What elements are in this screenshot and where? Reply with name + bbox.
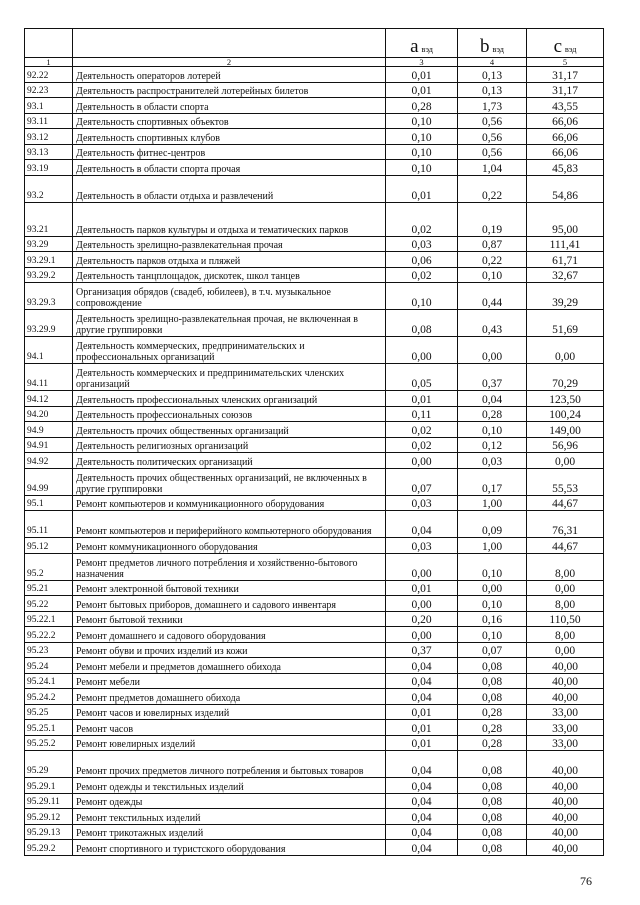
row-value-b: 0,08 bbox=[458, 793, 527, 809]
row-code: 93.13 bbox=[25, 144, 73, 160]
table-row bbox=[25, 553, 604, 580]
table-row bbox=[25, 67, 604, 83]
row-value-c: 55,53 bbox=[527, 468, 604, 495]
row-value-a: 0,05 bbox=[386, 364, 458, 391]
row-value-a: 0,00 bbox=[386, 453, 458, 469]
table-row bbox=[25, 704, 604, 720]
row-name: Ремонт бытовых приборов, домашнего и садового инвентаря bbox=[73, 596, 386, 612]
row-name: Деятельность распространителей лотерейных билетов bbox=[73, 82, 386, 98]
row-value-b: 0,10 bbox=[458, 553, 527, 580]
row-name: Деятельность коммерческих, предпринимательских и профессиональных организаций bbox=[73, 337, 386, 364]
row-code: 92.23 bbox=[25, 82, 73, 98]
table-row bbox=[25, 824, 604, 840]
row-name: Ремонт предметов личного потребления и хозяйственно-бытового назначения bbox=[73, 553, 386, 580]
table-row bbox=[25, 793, 604, 809]
row-value-c: 51,69 bbox=[527, 310, 604, 337]
coefficients-table bbox=[24, 28, 604, 856]
row-value-a: 0,37 bbox=[386, 642, 458, 658]
row-code: 94.99 bbox=[25, 468, 73, 495]
column-index-row bbox=[25, 58, 604, 67]
row-code: 95.12 bbox=[25, 538, 73, 554]
row-code: 95.24.2 bbox=[25, 689, 73, 705]
header-a-symbol: a bbox=[410, 36, 419, 57]
header-b-cell bbox=[458, 29, 527, 58]
table-row bbox=[25, 611, 604, 627]
row-name: Деятельность прочих общественных организаций, не включенных в другие группировки bbox=[73, 468, 386, 495]
row-name: Ремонт прочих предметов личного потребления и бытовых товаров bbox=[73, 751, 386, 778]
row-value-b: 0,03 bbox=[458, 453, 527, 469]
table-row bbox=[25, 627, 604, 643]
row-value-c: 44,67 bbox=[527, 538, 604, 554]
row-value-a: 0,10 bbox=[386, 129, 458, 145]
row-value-c: 33,00 bbox=[527, 720, 604, 736]
row-name: Деятельность политических организаций bbox=[73, 453, 386, 469]
row-value-c: 100,24 bbox=[527, 406, 604, 422]
row-value-a: 0,02 bbox=[386, 267, 458, 283]
table-row bbox=[25, 720, 604, 736]
column-index: 5 bbox=[527, 58, 604, 67]
table-row bbox=[25, 495, 604, 511]
row-value-a: 0,04 bbox=[386, 689, 458, 705]
row-value-a: 0,28 bbox=[386, 98, 458, 114]
row-value-b: 0,08 bbox=[458, 689, 527, 705]
table-row bbox=[25, 468, 604, 495]
row-value-c: 54,86 bbox=[527, 175, 604, 202]
table-row bbox=[25, 735, 604, 751]
row-value-b: 0,10 bbox=[458, 267, 527, 283]
table-row bbox=[25, 98, 604, 114]
row-code: 94.11 bbox=[25, 364, 73, 391]
row-name: Деятельность спортивных объектов bbox=[73, 113, 386, 129]
row-name: Организация обрядов (свадеб, юбилеев), в т.ч. музыкальное сопровождение bbox=[73, 283, 386, 310]
row-value-b: 0,12 bbox=[458, 437, 527, 453]
row-code: 93.29.1 bbox=[25, 252, 73, 268]
row-value-c: 43,55 bbox=[527, 98, 604, 114]
row-code: 94.20 bbox=[25, 406, 73, 422]
table-row bbox=[25, 310, 604, 337]
table-row bbox=[25, 689, 604, 705]
row-value-a: 0,00 bbox=[386, 596, 458, 612]
row-value-c: 32,67 bbox=[527, 267, 604, 283]
row-name: Деятельность спортивных клубов bbox=[73, 129, 386, 145]
row-name: Ремонт одежды и текстильных изделий bbox=[73, 778, 386, 794]
table-row bbox=[25, 778, 604, 794]
row-value-b: 1,00 bbox=[458, 538, 527, 554]
table-row bbox=[25, 236, 604, 252]
row-value-c: 40,00 bbox=[527, 840, 604, 856]
row-name: Деятельность в области отдыха и развлечений bbox=[73, 175, 386, 202]
row-code: 94.12 bbox=[25, 391, 73, 407]
table-row bbox=[25, 538, 604, 554]
row-name: Деятельность религиозных организаций bbox=[73, 437, 386, 453]
table-row bbox=[25, 453, 604, 469]
row-value-a: 0,00 bbox=[386, 627, 458, 643]
row-code: 95.25.1 bbox=[25, 720, 73, 736]
row-value-c: 40,00 bbox=[527, 809, 604, 825]
row-value-b: 0,19 bbox=[458, 202, 527, 236]
table-row bbox=[25, 673, 604, 689]
row-value-a: 0,01 bbox=[386, 67, 458, 83]
row-name: Деятельность в области спорта прочая bbox=[73, 160, 386, 176]
row-name: Ремонт часов и ювелирных изделий bbox=[73, 704, 386, 720]
row-value-c: 45,83 bbox=[527, 160, 604, 176]
row-value-c: 39,29 bbox=[527, 283, 604, 310]
row-code: 95.11 bbox=[25, 511, 73, 538]
row-value-a: 0,03 bbox=[386, 495, 458, 511]
row-name: Деятельность фитнес-центров bbox=[73, 144, 386, 160]
row-value-a: 0,01 bbox=[386, 704, 458, 720]
row-value-b: 0,56 bbox=[458, 113, 527, 129]
row-value-b: 0,28 bbox=[458, 735, 527, 751]
row-code: 93.29.3 bbox=[25, 283, 73, 310]
row-value-c: 123,50 bbox=[527, 391, 604, 407]
table-row bbox=[25, 144, 604, 160]
row-code: 93.19 bbox=[25, 160, 73, 176]
row-value-c: 40,00 bbox=[527, 778, 604, 794]
table-row bbox=[25, 658, 604, 674]
row-value-a: 0,01 bbox=[386, 580, 458, 596]
row-value-c: 40,00 bbox=[527, 658, 604, 674]
column-index: 1 bbox=[25, 58, 73, 67]
table-row bbox=[25, 160, 604, 176]
page-number: 76 bbox=[580, 874, 592, 888]
header-c-cell bbox=[527, 29, 604, 58]
row-name: Деятельность операторов лотерей bbox=[73, 67, 386, 83]
header-code-cell bbox=[25, 29, 73, 58]
row-code: 95.22.2 bbox=[25, 627, 73, 643]
row-value-a: 0,08 bbox=[386, 310, 458, 337]
row-name: Ремонт бытовой техники bbox=[73, 611, 386, 627]
row-name: Ремонт коммуникационного оборудования bbox=[73, 538, 386, 554]
row-code: 93.29.9 bbox=[25, 310, 73, 337]
row-value-b: 0,28 bbox=[458, 406, 527, 422]
row-value-a: 0,04 bbox=[386, 658, 458, 674]
row-name: Деятельность профессиональных членских организаций bbox=[73, 391, 386, 407]
row-name: Деятельность профессиональных союзов bbox=[73, 406, 386, 422]
row-name: Ремонт обуви и прочих изделий из кожи bbox=[73, 642, 386, 658]
row-code: 95.25.2 bbox=[25, 735, 73, 751]
row-code: 95.29 bbox=[25, 751, 73, 778]
row-name: Ремонт предметов домашнего обихода bbox=[73, 689, 386, 705]
row-value-c: 70,29 bbox=[527, 364, 604, 391]
table-row bbox=[25, 751, 604, 778]
row-value-a: 0,04 bbox=[386, 751, 458, 778]
header-c-symbol: c bbox=[553, 36, 562, 57]
row-value-a: 0,07 bbox=[386, 468, 458, 495]
row-value-a: 0,10 bbox=[386, 144, 458, 160]
row-value-c: 8,00 bbox=[527, 553, 604, 580]
row-value-b: 0,08 bbox=[458, 658, 527, 674]
row-code: 95.25 bbox=[25, 704, 73, 720]
row-name: Ремонт компьютеров и коммуникационного оборудования bbox=[73, 495, 386, 511]
row-code: 94.91 bbox=[25, 437, 73, 453]
row-value-a: 0,00 bbox=[386, 553, 458, 580]
row-value-b: 0,87 bbox=[458, 236, 527, 252]
row-value-c: 44,67 bbox=[527, 495, 604, 511]
column-index: 3 bbox=[386, 58, 458, 67]
row-value-a: 0,04 bbox=[386, 809, 458, 825]
document-page bbox=[24, 28, 604, 856]
row-value-a: 0,04 bbox=[386, 778, 458, 794]
header-b-subscript: вэд bbox=[492, 44, 504, 54]
table-row bbox=[25, 283, 604, 310]
row-value-c: 95,00 bbox=[527, 202, 604, 236]
row-value-c: 40,00 bbox=[527, 793, 604, 809]
table-row bbox=[25, 642, 604, 658]
row-code: 93.29 bbox=[25, 236, 73, 252]
row-code: 95.21 bbox=[25, 580, 73, 596]
row-value-c: 0,00 bbox=[527, 580, 604, 596]
row-value-a: 0,10 bbox=[386, 283, 458, 310]
row-value-c: 66,06 bbox=[527, 129, 604, 145]
row-value-c: 56,96 bbox=[527, 437, 604, 453]
column-index: 4 bbox=[458, 58, 527, 67]
row-value-c: 66,06 bbox=[527, 113, 604, 129]
row-value-b: 0,13 bbox=[458, 67, 527, 83]
row-value-b: 0,43 bbox=[458, 310, 527, 337]
row-value-b: 0,44 bbox=[458, 283, 527, 310]
row-value-a: 0,01 bbox=[386, 82, 458, 98]
row-value-a: 0,01 bbox=[386, 391, 458, 407]
row-value-b: 0,10 bbox=[458, 422, 527, 438]
row-value-c: 76,31 bbox=[527, 511, 604, 538]
row-value-b: 0,17 bbox=[458, 468, 527, 495]
row-code: 93.29.2 bbox=[25, 267, 73, 283]
table-row bbox=[25, 364, 604, 391]
row-value-a: 0,04 bbox=[386, 511, 458, 538]
column-index: 2 bbox=[73, 58, 386, 67]
row-name: Ремонт трикотажных изделий bbox=[73, 824, 386, 840]
row-name: Ремонт электронной бытовой техники bbox=[73, 580, 386, 596]
row-code: 94.92 bbox=[25, 453, 73, 469]
row-value-b: 0,28 bbox=[458, 720, 527, 736]
row-code: 95.29.2 bbox=[25, 840, 73, 856]
row-value-a: 0,04 bbox=[386, 824, 458, 840]
row-value-b: 1,04 bbox=[458, 160, 527, 176]
row-code: 94.9 bbox=[25, 422, 73, 438]
row-code: 95.29.13 bbox=[25, 824, 73, 840]
row-value-a: 0,01 bbox=[386, 735, 458, 751]
row-value-b: 0,56 bbox=[458, 129, 527, 145]
row-value-a: 0,10 bbox=[386, 113, 458, 129]
row-name: Ремонт компьютеров и периферийного компьютерного оборудования bbox=[73, 511, 386, 538]
row-value-b: 0,08 bbox=[458, 809, 527, 825]
row-name: Ремонт мебели bbox=[73, 673, 386, 689]
row-value-b: 0,08 bbox=[458, 673, 527, 689]
row-value-b: 0,28 bbox=[458, 704, 527, 720]
row-name: Ремонт мебели и предметов домашнего обихода bbox=[73, 658, 386, 674]
row-value-a: 0,02 bbox=[386, 437, 458, 453]
row-value-c: 40,00 bbox=[527, 673, 604, 689]
row-value-b: 0,22 bbox=[458, 252, 527, 268]
row-code: 95.1 bbox=[25, 495, 73, 511]
row-value-b: 0,00 bbox=[458, 580, 527, 596]
row-value-b: 0,10 bbox=[458, 596, 527, 612]
row-code: 93.12 bbox=[25, 129, 73, 145]
row-value-b: 0,08 bbox=[458, 840, 527, 856]
row-code: 93.2 bbox=[25, 175, 73, 202]
row-code: 95.29.12 bbox=[25, 809, 73, 825]
row-value-c: 8,00 bbox=[527, 596, 604, 612]
row-value-b: 0,08 bbox=[458, 751, 527, 778]
row-value-c: 8,00 bbox=[527, 627, 604, 643]
row-value-a: 0,03 bbox=[386, 538, 458, 554]
row-name: Деятельность коммерческих и предпринимательских членских организаций bbox=[73, 364, 386, 391]
row-name: Ремонт домашнего и садового оборудования bbox=[73, 627, 386, 643]
row-value-c: 111,41 bbox=[527, 236, 604, 252]
header-b-symbol: b bbox=[480, 36, 490, 57]
table-row bbox=[25, 511, 604, 538]
row-value-b: 0,07 bbox=[458, 642, 527, 658]
row-value-a: 0,04 bbox=[386, 793, 458, 809]
row-value-a: 0,01 bbox=[386, 720, 458, 736]
row-code: 95.22.1 bbox=[25, 611, 73, 627]
row-name: Ремонт часов bbox=[73, 720, 386, 736]
header-row bbox=[25, 29, 604, 58]
row-name: Деятельность зрелищно-развлекательная прочая, не включенная в другие группировки bbox=[73, 310, 386, 337]
table-row bbox=[25, 252, 604, 268]
table-row bbox=[25, 129, 604, 145]
row-value-c: 0,00 bbox=[527, 642, 604, 658]
row-code: 95.24 bbox=[25, 658, 73, 674]
row-value-b: 0,00 bbox=[458, 337, 527, 364]
row-value-a: 0,03 bbox=[386, 236, 458, 252]
header-c-subscript: вэд bbox=[564, 44, 577, 54]
row-value-b: 1,73 bbox=[458, 98, 527, 114]
row-value-a: 0,02 bbox=[386, 422, 458, 438]
table-row bbox=[25, 202, 604, 236]
row-value-a: 0,02 bbox=[386, 202, 458, 236]
row-name: Деятельность танцплощадок, дискотек, школ танцев bbox=[73, 267, 386, 283]
row-name: Деятельность зрелищно-развлекательная прочая bbox=[73, 236, 386, 252]
row-value-a: 0,10 bbox=[386, 160, 458, 176]
row-value-a: 0,20 bbox=[386, 611, 458, 627]
row-value-c: 66,06 bbox=[527, 144, 604, 160]
row-value-a: 0,06 bbox=[386, 252, 458, 268]
row-value-c: 0,00 bbox=[527, 453, 604, 469]
row-value-a: 0,00 bbox=[386, 337, 458, 364]
row-code: 95.29.11 bbox=[25, 793, 73, 809]
row-value-b: 0,08 bbox=[458, 824, 527, 840]
row-name: Деятельность в области спорта bbox=[73, 98, 386, 114]
row-code: 93.1 bbox=[25, 98, 73, 114]
row-value-b: 0,04 bbox=[458, 391, 527, 407]
row-value-c: 33,00 bbox=[527, 735, 604, 751]
table-row bbox=[25, 580, 604, 596]
table-row bbox=[25, 175, 604, 202]
header-a-cell bbox=[386, 29, 458, 58]
row-code: 93.11 bbox=[25, 113, 73, 129]
row-code: 95.22 bbox=[25, 596, 73, 612]
row-code: 92.22 bbox=[25, 67, 73, 83]
row-code: 95.23 bbox=[25, 642, 73, 658]
table-row bbox=[25, 267, 604, 283]
row-name: Ремонт текстильных изделий bbox=[73, 809, 386, 825]
table-row bbox=[25, 809, 604, 825]
row-value-b: 1,00 bbox=[458, 495, 527, 511]
table-row bbox=[25, 596, 604, 612]
table-row bbox=[25, 113, 604, 129]
row-value-b: 0,22 bbox=[458, 175, 527, 202]
table-row bbox=[25, 406, 604, 422]
row-value-a: 0,04 bbox=[386, 673, 458, 689]
row-value-c: 40,00 bbox=[527, 824, 604, 840]
header-a-subscript: вэд bbox=[421, 44, 433, 54]
row-name: Деятельность парков культуры и отдыха и тематических парков bbox=[73, 202, 386, 236]
row-code: 94.1 bbox=[25, 337, 73, 364]
table-row bbox=[25, 422, 604, 438]
header-name-cell bbox=[73, 29, 386, 58]
row-value-b: 0,09 bbox=[458, 511, 527, 538]
row-value-c: 0,00 bbox=[527, 337, 604, 364]
row-code: 95.29.1 bbox=[25, 778, 73, 794]
table-row bbox=[25, 840, 604, 856]
row-code: 95.24.1 bbox=[25, 673, 73, 689]
row-value-b: 0,37 bbox=[458, 364, 527, 391]
row-value-b: 0,56 bbox=[458, 144, 527, 160]
row-value-a: 0,11 bbox=[386, 406, 458, 422]
row-value-b: 0,10 bbox=[458, 627, 527, 643]
row-value-b: 0,16 bbox=[458, 611, 527, 627]
row-value-c: 61,71 bbox=[527, 252, 604, 268]
row-name: Ремонт спортивного и туристского оборудования bbox=[73, 840, 386, 856]
table-row bbox=[25, 391, 604, 407]
table-row bbox=[25, 82, 604, 98]
row-name: Ремонт одежды bbox=[73, 793, 386, 809]
row-value-b: 0,13 bbox=[458, 82, 527, 98]
row-value-a: 0,04 bbox=[386, 840, 458, 856]
row-code: 93.21 bbox=[25, 202, 73, 236]
row-name: Ремонт ювелирных изделий bbox=[73, 735, 386, 751]
row-value-c: 33,00 bbox=[527, 704, 604, 720]
row-value-c: 40,00 bbox=[527, 689, 604, 705]
row-value-c: 40,00 bbox=[527, 751, 604, 778]
row-value-a: 0,01 bbox=[386, 175, 458, 202]
row-name: Деятельность парков отдыха и пляжей bbox=[73, 252, 386, 268]
row-value-c: 31,17 bbox=[527, 67, 604, 83]
row-value-b: 0,08 bbox=[458, 778, 527, 794]
row-code: 95.2 bbox=[25, 553, 73, 580]
row-value-c: 31,17 bbox=[527, 82, 604, 98]
row-name: Деятельность прочих общественных организаций bbox=[73, 422, 386, 438]
table-row bbox=[25, 437, 604, 453]
row-value-c: 149,00 bbox=[527, 422, 604, 438]
row-value-c: 110,50 bbox=[527, 611, 604, 627]
table-row bbox=[25, 337, 604, 364]
